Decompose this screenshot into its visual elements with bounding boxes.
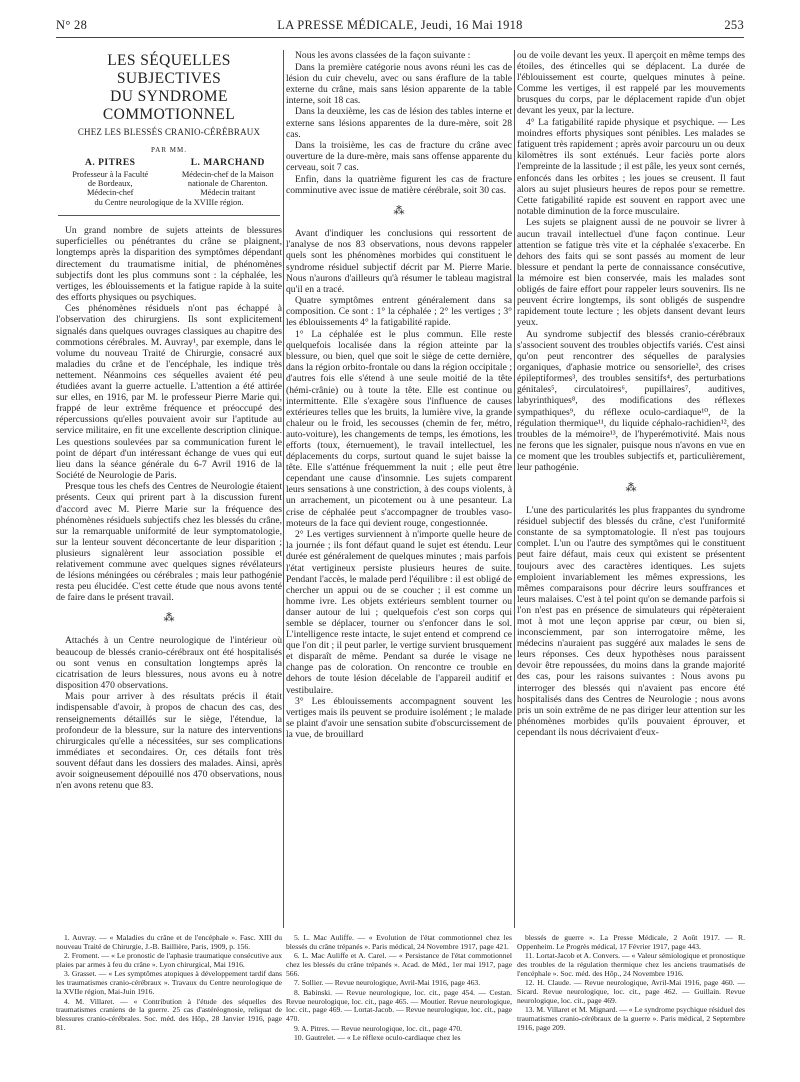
paragraph: Quatre symptômes entrent généralement dans sa composition. Ce sont : 1° la céphalée ; 2° les vertiges ; 3° les éblouissements 4° la fatigabilité rapide. [286,295,512,329]
page-header [56,18,744,40]
footnote: 3. Grasset. — « Les symptômes atopiques à développement tardif dans les traumatismes cranio-cérébraux ». Travaux du Centre neurologique de la XVIIe région, Mai-Juin 1916. [56,969,282,997]
paragraph: 4° La fatigabilité rapide physique et psychique. — Les moindres efforts physiques sont pénibles. Les malades se fatiguent très rapidement ; après avoir parcouru un ou deux kilomètres ils sont exténués. Leur faciès porte alors l'empreinte de la lassitude ; il est pâle, les yeux sont cernés, enfoncés dans les orbites ; les joues se creusent. Il faut alors au sujet plusieurs heures de repos pour se remettre. Cette fatigabilité rapide est souvent en rapport avec une notable diminution de la force musculaire. [517,117,745,217]
footnote: 2. Froment. — « Le pronostic de l'aphasie traumatique consécutive aux plaies par armes à feu du crâne ». Lyon chirurgical, Mai 1916. [56,951,282,970]
footnote: 5. L. Mac Auliffe. — « Evolution de l'état commotionnel chez les blessés du crâne trépanés ». Paris médical, 24 Novembre 1917, page 421. [286,933,512,951]
footnote: 7. Sollier. — Revue neurologique, Avril-Mai 1916, page 463. [294,978,481,988]
paragraph: Dans la première catégorie nous avons réuni les cas de lésion du cuir chevelu, avec ou sans éraflure de la table externe du crâne, mais sans lésion apparente de la table interne, soit 18 cas. [286,61,512,106]
author-affiliation-shared: du Centre neurologique de la XVIIIe région. [94,197,244,207]
footnote: 8. Babinski. — Revue neurologique, loc. cit., page 454. — Cestan. Revue neurologique, loc. cit., page 465. — Moutier. Revue neurologique, loc. cit., page 469. — Lortat-Jacob. — Revue neurologique, loc. cit., page 470. [286,987,512,1024]
article-title-line-1: LES SÉQUELLES SUBJECTIVES [107,52,231,87]
paragraph: Mais pour arriver à des résultats précis il était indispensable d'avoir, à propos de chacun des cas, des renseignements détaillés sur le siège, l'étendue, la profondeur de la blessure, sur la nature des interventions chirurgicales qu'elle a nécessitées, sur ses complications immédiates et secondaires. Or, ces détails font très souvent défaut dans les dossiers des malades. Ainsi, après avoir soigneusement dépouillé nos 470 observations, nous n'en avons retenu que 83. [56,691,282,792]
header-rule [56,37,744,38]
paragraph: L'une des particularités les plus frappantes du syndrome résiduel subjectif des blessés du crâne, c'est l'uniformité constante de sa symptomatologie. Il n'est pas toujours complet. L'un ou l'autre des symptômes qui le constituent peut faire défaut, mais ceux qui existent se présentent toujours avec des caractères identiques. Les sujets emploient invariablement les mêmes expressions, les mêmes comparaisons pour décrire leurs souffrances et leurs malaises. C'est à tel point qu'on se demande parfois si l'on n'est pas en présence de simulateurs qui répèteraient mot à mot une leçon apprise par cœur, ou bien si, inconsciemment, par son interrogatoire même, les médecins n'auraient pas suggéré aux malades le sens de leurs réponses. Ces deux hypothèses nous paraissent devoir être repoussées, du moins dans la grande majorité des cas, pour les raisons suivantes : Nous avons pu interroger des blessés qui n'avaient pas encore été hospitalisés dans des Centres de Neurologie ; nous avons pris un soin extrême de ne pas diriger leur attention sur les phénomènes morbides qu'ils pouvaient éprouver, et cependant ils nous décrivaient d'eux- [517,505,745,738]
issue-number: N° 28 [56,18,88,32]
author-affiliation: Médecin traitant [200,188,256,198]
author-marchand [174,159,282,198]
paragraph: Ces phénomènes résiduels n'ont pas échappé à l'observation des chirurgiens. Ils sont explicitement signalés dans quelques ouvrages classiques au chapitre des commotions cérébrales. M. Auvray¹, par exemple, dans le volume du nouveau Traité de Chirurgie, consacré aux maladies du crâne et de l'encéphale, les indique très nettement. Néanmoins ces séquelles avaient été peu étudiées avant la guerre actuelle. L'attention a été attirée sur elles, en 1916, par M. le professeur Pierre Marie qui, frappé de leur extrême fréquence et préoccupé des répercussions qu'elles pouvaient avoir sur l'aptitude au service militaire, en fit une excellente description clinique. Les questions soulevées par sa communication furent le point de départ d'un intéressant échange de vues qui eut lieu dans la séance générale du 6-7 Avril 1916 de la Société de Neurologie de Paris. [56,303,282,481]
column-1 [56,50,282,792]
byline-par: PAR MM. [151,146,187,155]
footnote: 12. H. Claude. — Revue neurologique, Avril-Mai 1916, page 460. — Sicard. Revue neurologique, loc. cit., page 462. — Guillain. Revue neurologique, loc. cit., page 469. [517,978,745,1006]
author-pitres [56,159,164,198]
footnotes-column-2 [286,934,512,1043]
section-ornament: ⁂ [163,612,175,625]
footnotes-column-1 [56,934,282,1034]
page-number: 253 [724,18,744,32]
paragraph: 1° La céphalée est le plus commun. Elle reste quelquefois localisée dans la région atteinte par la blessure, ou bien, quel que soit le siège de cette dernière, dans la région orbito-frontale ou dans la région occipitale ; d'autres fois elle s'étend à une seule moitié de la tête (hémi-crânie) ou à toute la tête. Elle est continue ou intermittente. Elle s'exagère sous l'influence de causes extérieures telles que les bruits, la lumière vive, la grande chaleur ou le froid, les secousses (chemin de fer, métro, auto-voiture), les changements de temps, les émotions, les efforts (toux, éternuement), le travail intellectuel, les déplacements du corps, surtout quand le sujet baisse la tête. Elle s'atténue fréquemment la nuit ; elle peut être cependant une cause d'insomnie. Les sujets comparent leurs sensations à une constriction, à des coups violents, à un arrachement, un picotement ou à une pesanteur. La crise de céphalée peut s'accompagner de troubles vaso-moteurs de la face qui devient rouge, congestionnée. [286,329,512,529]
footnote: 10. Gautrelet. — « Le réflexe oculo-cardiaque chez les [294,1032,461,1042]
paragraph: 3° Les éblouissements accompagnent souvent les vertiges mais ils peuvent se produire isolément ; le malade se plaint d'avoir une sensation subite d'obscurcissement de la vue, de brouillard [286,696,512,741]
author-affiliation: Médecin-chef de la Maison [181,169,274,179]
footnote: 6. L. Mac Auliffe et A. Carel. — « Persistance de l'état commotionnel chez les blessés du crâne trépanés ». Acad. de Méd., 1er mai 1917, page 566. [286,951,512,979]
author-affiliation: Médecin-chef [86,188,134,198]
article-subtitle: CHEZ LES BLESSÉS CRANIO-CÉRÉBRAUX [77,127,261,137]
author-name: L. MARCHAND [190,158,265,169]
column-separator [514,50,515,928]
paragraph: Au syndrome subjectif des blessés cranio-cérébraux s'associent souvent des troubles objectifs variés. C'est ainsi qu'on peut rencontrer des séquelles de paralysies organiques, d'aphasie motrice ou sensorielle², des crises épileptiformes³, des troubles sensitifs⁴, des perturbations génitales⁵, circulatoires⁶, pupillaires⁷, auditives, labyrinthiques⁸, des modifications des réflexes sympathiques⁹, du réflexe oculo-cardiaque¹⁰, de la régulation thermique¹¹, du liquide céphalo-rachidien¹², des troubles de la mémoire¹³, de l'hyperémotivité. Mais nous ne ferons que les signaler, puisque nous n'avons en vue en ce moment que les troubles subjectifs et, particulièrement, leur pathogénie. [517,328,745,473]
paragraph: Les sujets se plaignent aussi de ne pouvoir se livrer à aucun travail intellectuel d'une façon continue. Leur attention se fatigue très vite et la céphalée s'exacerbe. En dehors des faits qui se sont passés au moment de leur blessure et pendant la perte de connaissance consécutive, la mémoire est bien conservée, mais les malades sont obligés de faire effort pour rappeler leurs souvenirs. Ils ne peuvent écrire longtemps, ils sont obligés de suspendre rapidement toute lecture ; les objets dansent devant leurs yeux. [517,217,745,329]
author-affiliation: de Bordeaux, [87,179,133,188]
footnote: blessés de guerre ». La Presse Médicale, 2 Août 1917. — R. Oppenheim. Le Progrès médical, 17 Février 1917, page 443. [517,933,745,951]
paragraph: Dans la deuxième, les cas de lésion des tables interne et externe sans lésions apparentes de la dure-mère, soit 28 cas. [286,106,512,140]
section-ornament: ⁂ [393,205,405,218]
paragraph: 2° Les vertiges surviennent à n'importe quelle heure de la journée ; ils font défaut quand le sujet est étendu. Leur durée est généralement de quelques minutes ; mais parfois l'état vertigineux persiste plusieurs heures de suite. Pendant l'accès, le malade perd l'équilibre : il est obligé de chercher un appui ou de se coucher ; il est comme un homme ivre. Les objets extérieurs semblent tourner ou danser autour de lui ; quelquefois c'est son corps qui semble se déplacer, tourner ou s'enfoncer dans le sol. L'intelligence reste intacte, le sujet entend et comprend ce que l'on dit ; il peut parler, le vertige survient brusquement et disparaît de même. Pendant sa durée le visage ne change pas de coloration. On rencontre ce trouble en dehors de toute lésion décelable de l'appareil auditif et vestibulaire. [286,529,512,696]
paragraph: Avant d'indiquer les conclusions qui ressortent de l'analyse de nos 83 observations, nous devons rappeler quels sont les phénomènes morbides qui constituent le syndrome résiduel subjectif décrit par M. Pierre Marie. Nous n'aurons d'ailleurs qu'à résumer le tableau magistral qu'il en a tracé. [286,228,512,295]
column-2 [286,50,512,741]
author-name: A. PITRES [85,158,136,169]
author-affiliation: Professeur à la Faculté [72,169,149,179]
author-affiliation: nationale de Charenton. [187,179,268,188]
article-title-block [56,52,282,216]
footnote: 4. M. Villaret. — « Contribution à l'étude des séquelles des traumatismes craniens de la guerre. 25 cas d'astéréognosie, reliquat de blessures cranio-cérébrales. Soc. méd. des Hôp., 28 Janvier 1916, page 81. [56,996,282,1033]
paragraph: Un grand nombre de sujets atteints de blessures superficielles ou pénétrantes du crâne se plaignent, longtemps après la disparition des symptômes dépendant directement du traumatisme initial, de phénomènes subjectifs dont les plus communs sont : la céphalée, les vertiges, les éblouissements et la fatigue rapide à la suite des efforts physiques ou psychiques. [56,225,282,303]
footnote: 1. Auvray. — « Maladies du crâne et de l'encéphale ». Fasc. XIII du nouveau Traité de Chirurgie, J.-B. Baillière, Paris, 1909, p. 156. [56,933,282,951]
footnotes-column-3 [517,934,745,1034]
paragraph: Presque tous les chefs des Centres de Neurologie étaient présents. Ceux qui prirent part à la discussion furent d'accord avec M. Pierre Marie sur la fréquence des phénomènes résiduels subjectifs chez les blessés du crâne, sur la remarquable uniformité de leur symptomatologie, sur la lenteur souvent déconcertante de leur disparition ; plusieurs signalèrent leur association possible et relativement commune avec quelques signes révélateurs de lésions méningées ou cérébrales ; mais leur pathogénie resta peu élucidée. C'est cette étude que nous avons tenté de faire dans le présent travail. [56,481,282,604]
footnote: 11. Lortat-Jacob et A. Convers. — « Valeur sémiologique et pronostique des troubles de la régulation thermique chez les anciens traumatisés de l'encéphale ». Soc. méd. des Hôp., 24 Novembre 1916. [517,951,745,979]
journal-running-title: LA PRESSE MÉDICALE, Jeudi, 16 Mai 1918 [277,18,523,32]
title-rule [58,215,280,216]
paragraph: Nous les avons classées de la façon suivante : [295,50,471,61]
column-separator [283,50,284,928]
column-3 [517,50,745,739]
section-ornament: ⁂ [625,482,637,495]
footnote: 13. M. Villaret et M. Mignard. — « Le syndrome psychique résiduel des traumatismes cranio-cérébraux de la guerre ». Paris médical, 2 Septembre 1916, page 209. [517,1005,746,1033]
paragraph: Dans la troisième, les cas de fracture du crâne avec ouverture de la dure-mère, mais sans offense apparente du cerveau, soit 7 cas. [286,140,512,174]
footnote: 9. A. Pitres. — Revue neurologique, loc. cit., page 470. [294,1023,463,1033]
article-title-line-2: DU SYNDROME COMMOTIONNEL [102,88,236,123]
paragraph: ou de voile devant les yeux. Il aperçoit en même temps des étoiles, des étincelles qui se déplacent. La durée de l'éblouissement est courte, quelques minutes à peine. Comme les vertiges, il est rappelé par les mouvements brusques du corps, par le déplacement rapide d'un objet devant les yeux, par la lecture. [517,50,745,117]
paragraph: Attachés à un Centre neurologique de l'intérieur où beaucoup de blessés cranio-cérébraux ont été hospitalisés ou sont venus en consultation longtemps après la cicatrisation de leurs blessures, nous avons eu à notre disposition 470 observations. [56,635,282,691]
paragraph: Enfin, dans la quatrième figurent les cas de fracture comminutive avec issue de matière cérébrale, soit 30 cas. [286,174,512,197]
authors [56,159,282,198]
